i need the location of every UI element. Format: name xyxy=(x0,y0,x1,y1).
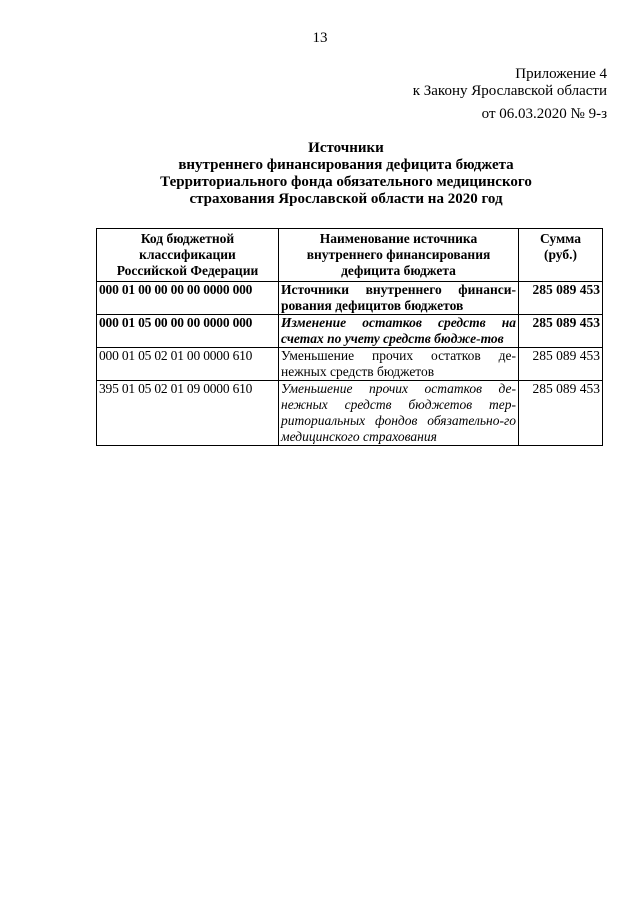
row-code: 000 01 00 00 00 00 0000 000 xyxy=(97,282,279,315)
row-code: 000 01 05 00 00 00 0000 000 xyxy=(97,315,279,348)
title-line: Территориального фонда обязательного медицинского xyxy=(160,174,532,190)
title-line: Источники xyxy=(308,140,384,156)
page-number: 13 xyxy=(312,30,328,46)
table-header-row xyxy=(97,229,603,282)
row-name: Изменение остатков средств на счетах по учету средств бюдже-тов xyxy=(279,315,519,348)
title-line: страхования Ярославской области на 2020 год xyxy=(189,191,503,207)
table-row xyxy=(97,315,603,348)
row-name: Источники внутреннего финанси-рования дефицитов бюджетов xyxy=(279,282,519,315)
row-code: 395 01 05 02 01 09 0000 610 xyxy=(97,381,279,446)
column-header-amount xyxy=(519,229,603,282)
title-line: внутреннего финансирования дефицита бюджета xyxy=(178,157,514,173)
document-title xyxy=(96,140,596,208)
header-text: Сумма xyxy=(539,231,582,246)
column-header-code xyxy=(97,229,279,282)
header-text: Код бюджетной xyxy=(140,231,235,246)
row-amount: 285 089 453 xyxy=(519,315,603,348)
header-text: Наименование источника xyxy=(319,231,478,246)
column-header-name xyxy=(279,229,519,282)
law-date: от 06.03.2020 № 9-з xyxy=(481,106,607,122)
row-code: 000 01 05 02 01 00 0000 610 xyxy=(97,348,279,381)
row-amount: 285 089 453 xyxy=(519,348,603,381)
row-amount: 285 089 453 xyxy=(519,282,603,315)
row-amount: 285 089 453 xyxy=(519,381,603,446)
appendix-reference xyxy=(413,66,607,100)
header-text: дефицита бюджета xyxy=(341,263,456,278)
appendix-label: Приложение 4 xyxy=(515,66,607,82)
header-text: классификации xyxy=(139,247,236,262)
header-text: (руб.) xyxy=(543,247,578,262)
table-row xyxy=(97,381,603,446)
table-row xyxy=(97,282,603,315)
row-name: Уменьшение прочих остатков де-нежных средств бюджетов тер-риториальных фондов обязательно-го медицинского страхования xyxy=(279,381,519,446)
financing-sources-table xyxy=(96,228,603,446)
law-reference: к Закону Ярославской области xyxy=(412,83,607,99)
row-name: Уменьшение прочих остатков де-нежных средств бюджетов xyxy=(279,348,519,381)
header-text: внутреннего финансирования xyxy=(306,247,491,262)
table-row xyxy=(97,348,603,381)
header-text: Российской Федерации xyxy=(116,263,259,278)
